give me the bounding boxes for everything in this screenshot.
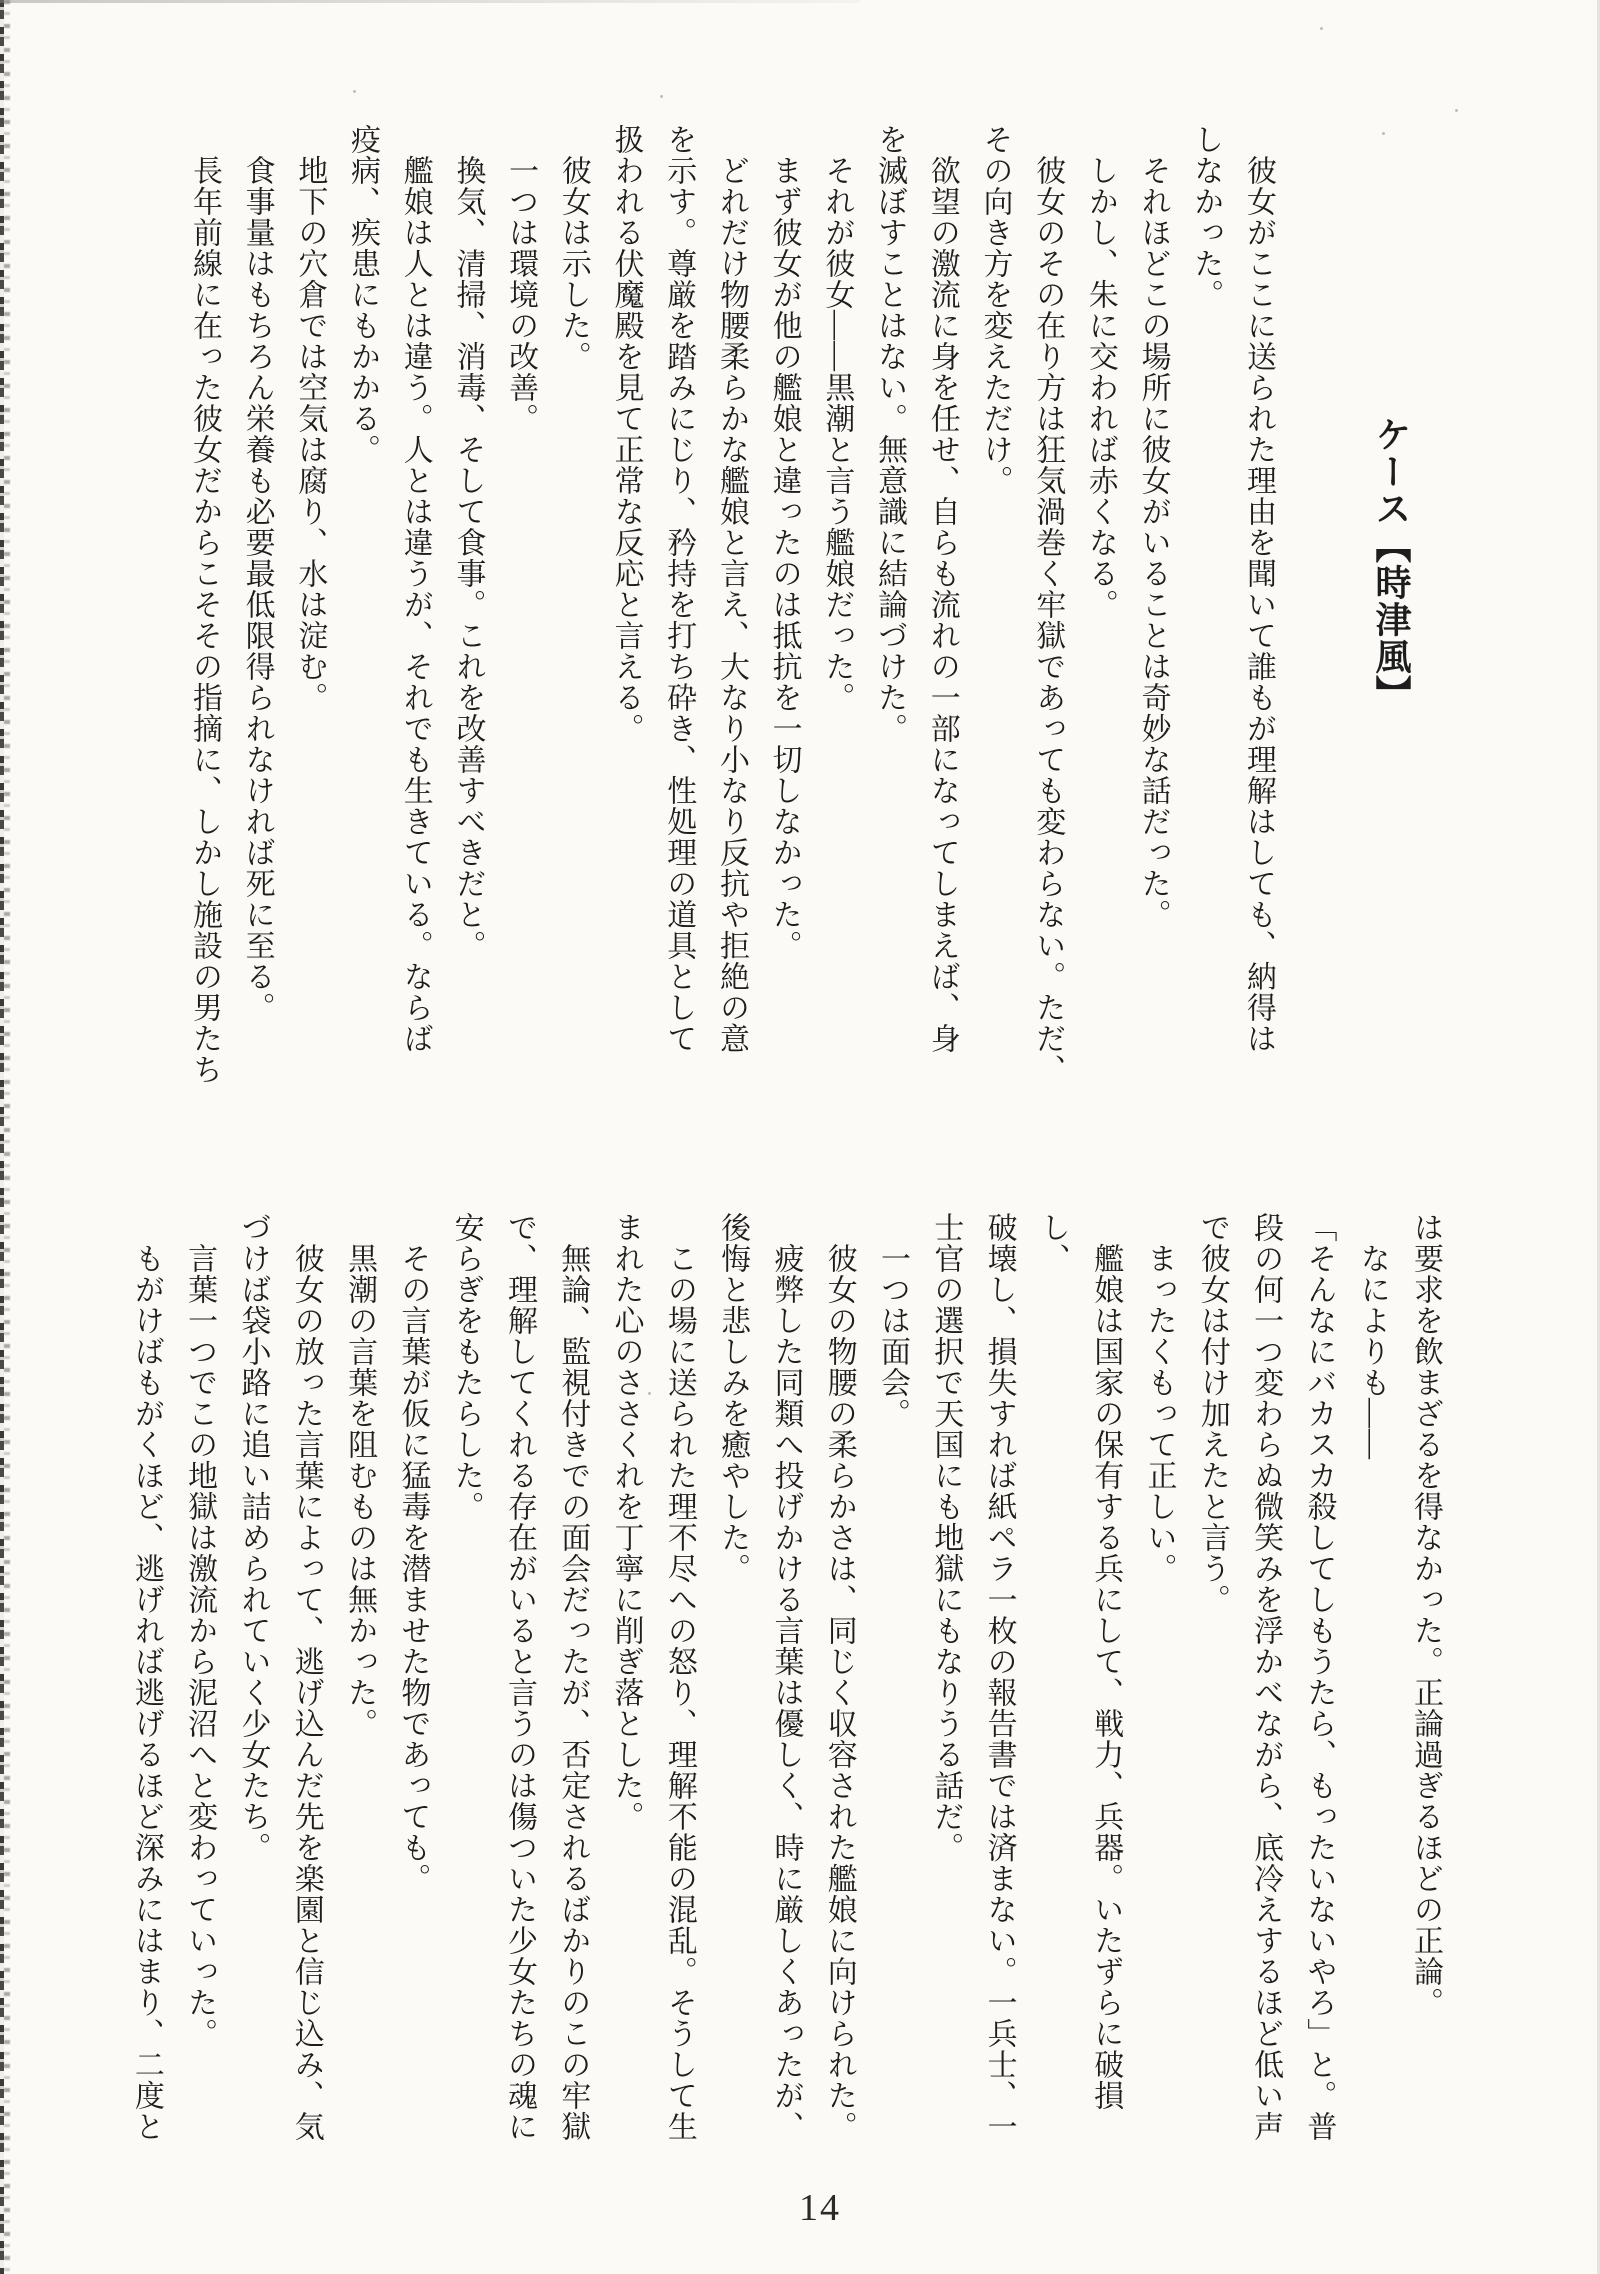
text-column: は要求を飲まざるを得なかった。正論過ぎるほどの正論。	[1409, 1212, 1442, 2018]
scan-speck	[1320, 27, 1323, 30]
text-column: この場に送られた理不尽への怒り、理解不能の混乱。そうして生	[662, 1243, 696, 2142]
text-column: 長年前線に在った彼女だからこそその指摘に、しかし施設の男たち	[187, 155, 221, 1085]
text-column: 彼女は示した。	[556, 155, 590, 372]
text-column: 言葉一つでこの地獄は激流から泥沼へと変わっていった。	[183, 1243, 217, 2049]
text-column: 無論、監視付きでの面会だったが、否定されるばかりのこの牢獄	[556, 1243, 590, 2142]
text-block-top	[177, 124, 1284, 1104]
scan-speck	[1382, 132, 1385, 135]
text-column: 彼女のその在り方は狂気渦巻く牢獄であっても変わらない。ただ、	[1031, 155, 1065, 1085]
text-column: 地下の穴倉では空気は腐り、水は淀む。	[293, 155, 327, 713]
text-column: もがけばもがくほど、逃げれば逃げるほど深みにはまり、二度と	[129, 1243, 163, 2142]
text-column: 一つは環境の改善。	[504, 155, 538, 434]
text-block-bottom	[120, 1212, 1452, 2172]
text-column: 「そんなにバカスカ殺してしもうたら、もったいないやろ」と。普	[1302, 1212, 1336, 2142]
scan-speck	[660, 95, 663, 98]
text-column: を示す。尊厳を踏みにじり、矜持を打ち砕き、性処理の道具として	[662, 124, 696, 1054]
text-column: 扱われる伏魔殿を見て正常な反応と言える。	[609, 124, 643, 744]
scan-edge-left-artifact	[4, 0, 10, 2274]
page-number: 14	[799, 2187, 841, 2229]
text-column: まず彼女が他の艦娘と違ったのは抵抗を一切しなかった。	[767, 155, 801, 961]
text-column: 換気、清掃、消毒、そして食事。これを改善すべきだと。	[451, 155, 485, 961]
text-column: しなかった。	[1189, 124, 1223, 310]
text-column: を滅ぼすことはない。無意識に結論づけた。	[873, 124, 907, 744]
scan-speck	[353, 90, 356, 93]
text-column: どれだけ物腰柔らかな艦娘と言え、大なり小なり反抗や拒絶の意	[714, 155, 748, 1054]
text-column: 彼女の放った言葉によって、逃げ込んだ先を楽園と信じ込み、気	[289, 1243, 323, 2142]
text-column: 彼女がここに送られた理由を聞いて誰もが理解はしても、納得は	[1242, 155, 1275, 1054]
section-title: ケース【時津風】	[1371, 416, 1412, 712]
text-column: 破壊し、損失すれば紙ペラ一枚の報告書では済まない。一兵士、一	[982, 1212, 1016, 2142]
text-column: まったくもって正しい。	[1142, 1243, 1176, 1584]
text-column: まれた心のささくれを丁寧に削ぎ落とした。	[609, 1212, 643, 1832]
text-column: 段の何一つ変わらぬ微笑みを浮かべながら、底冷えするほど低い声	[1249, 1212, 1283, 2142]
text-column: 後悔と悲しみを癒やした。	[716, 1212, 750, 1584]
text-column: 疫病、疾患にもかかる。	[346, 124, 380, 465]
text-column: 士官の選択で天国にも地獄にもなりうる話だ。	[929, 1212, 963, 1863]
text-column: 黒潮の言葉を阻むものは無かった。	[343, 1243, 377, 1739]
text-column: 艦娘は国家の保有する兵にして、戦力、兵器。いたずらに破損し、	[1035, 1212, 1123, 2111]
text-column: それほどこの場所に彼女がいることは奇妙な話だった。	[1136, 155, 1170, 930]
text-column: 一つは面会。	[876, 1243, 910, 1429]
scan-speck	[1455, 109, 1458, 112]
scan-edge-top-artifact	[0, 0, 860, 3]
text-column: 彼女の物腰の柔らかさは、同じく収容された艦娘に向けられた。	[822, 1243, 856, 2142]
text-column: なによりも――	[1355, 1243, 1389, 1460]
text-column: で彼女は付け加えたと言う。	[1195, 1212, 1229, 1615]
text-column: 欲望の激流に身を任せ、自らも流れの一部になってしまえば、身	[925, 155, 959, 1054]
text-column: それが彼女――黒潮と言う艦娘だった。	[820, 155, 854, 713]
text-column: 疲弊した同類へ投げかける言葉は優しく、時に厳しくあったが、	[769, 1243, 803, 2142]
text-column: その言葉が仮に猛毒を潜ませた物であっても。	[396, 1243, 430, 1894]
text-column: 食事量はもちろん栄養も必要最低限得られなければ死に至る。	[240, 155, 274, 1023]
text-column: づけば袋小路に追い詰められていく少女たち。	[236, 1212, 270, 1863]
text-column: 安らぎをもたらした。	[449, 1212, 483, 1522]
text-column: しかし、朱に交われば赤くなる。	[1083, 155, 1117, 620]
text-column: で、理解してくれる存在がいると言うのは傷ついた少女たちの魂に	[502, 1212, 536, 2142]
text-column: 艦娘は人とは違う。人とは違うが、それでも生きている。ならば	[398, 155, 432, 1054]
text-column: その向き方を変えただけ。	[978, 124, 1012, 496]
